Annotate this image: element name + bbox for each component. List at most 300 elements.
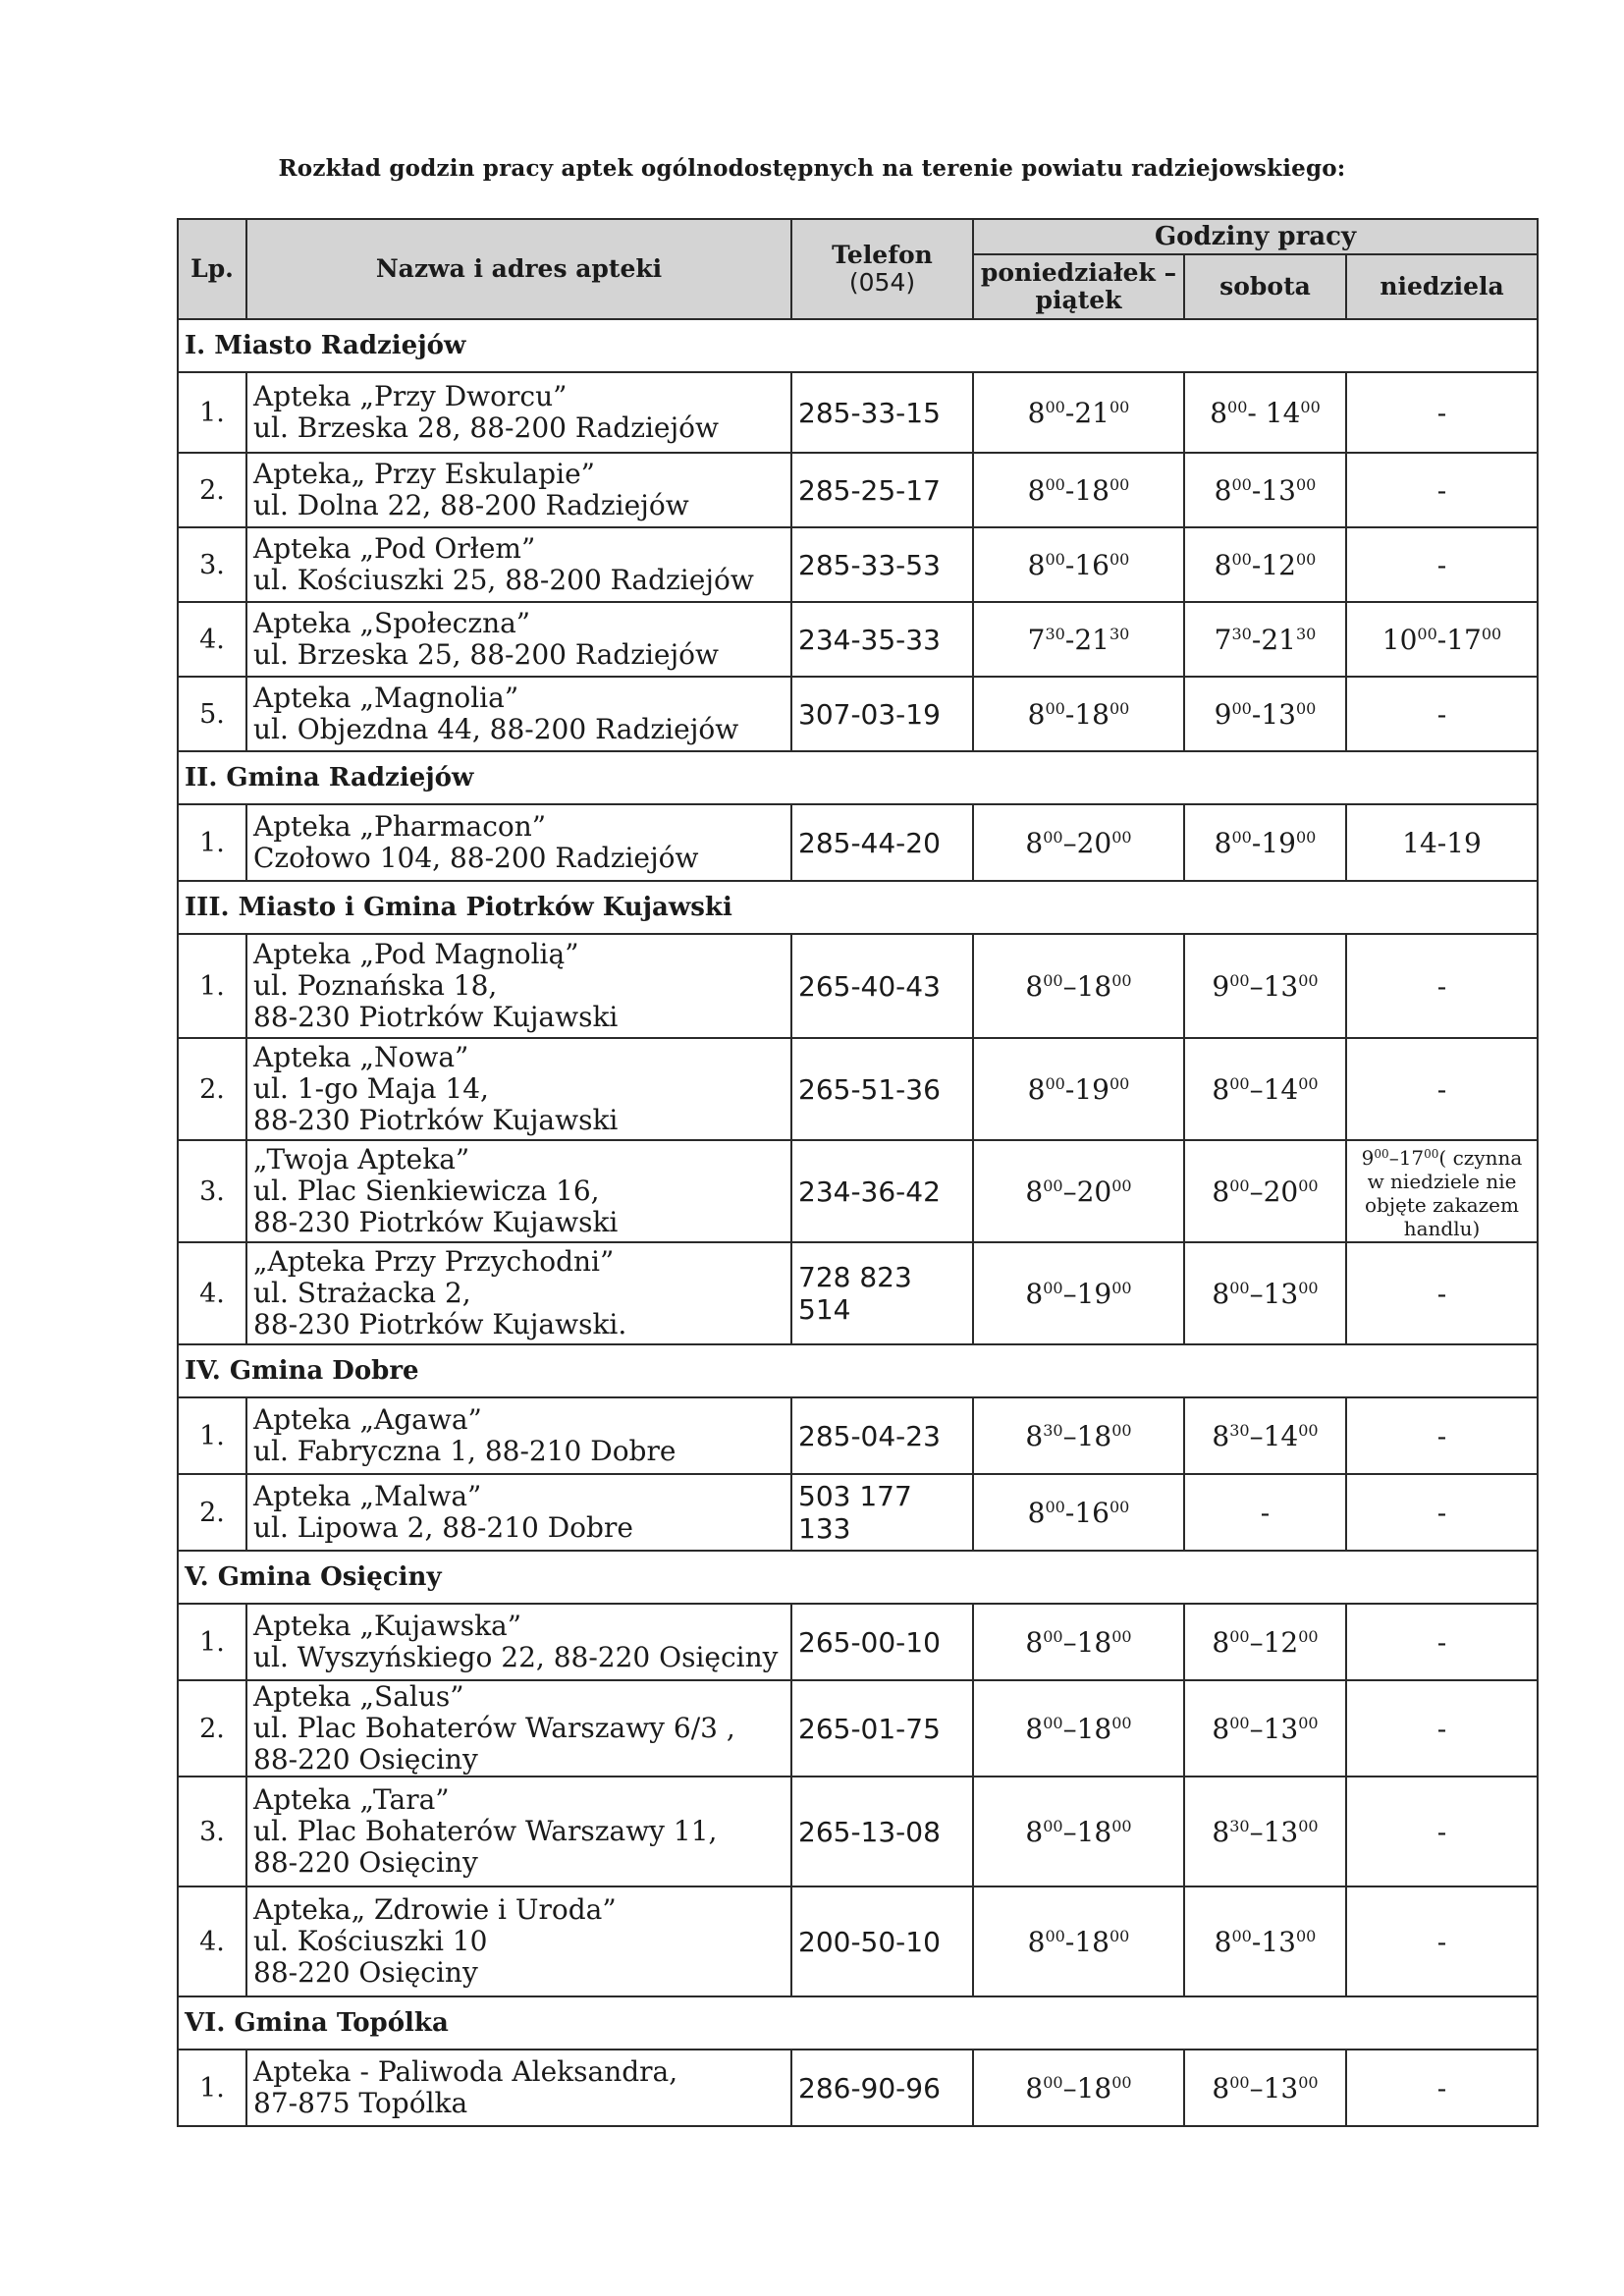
pharmacy-phone: 285-33-53 [791, 527, 973, 602]
pharmacy-name: Apteka „Społeczna” [253, 607, 531, 639]
hours-sunday-start-minutes: 00 [1417, 624, 1437, 643]
row-number: 4. [178, 1242, 246, 1344]
hours-saturday-start-minutes: 00 [1229, 1626, 1250, 1646]
hours-saturday [1184, 372, 1346, 453]
hours-saturday-end-minutes: 00 [1298, 2072, 1319, 2092]
hours-weekdays [973, 1140, 1184, 1242]
hours-weekdays-end-hour: -21 [1064, 623, 1110, 656]
hours-weekdays-start-minutes: 00 [1043, 970, 1063, 990]
pharmacy-name-address [246, 1038, 791, 1140]
pharmacy-address: ul. Kościuszki 10 [253, 1925, 488, 1957]
sunday-end-minutes: 00 [1424, 1147, 1439, 1161]
pharmacy-name-address [246, 1680, 791, 1777]
hours-saturday-end-minutes: 00 [1300, 397, 1321, 416]
hours-saturday-start-minutes: 00 [1229, 1278, 1250, 1297]
pharmacy-name: Apteka „Pharmacon” [253, 810, 547, 843]
hours-saturday-end-minutes: 00 [1298, 970, 1319, 990]
header-sunday: niedziela [1346, 254, 1538, 319]
hours-sunday: - [1346, 1242, 1538, 1344]
hours-saturday-start-minutes: 00 [1231, 1926, 1252, 1945]
header-phone [791, 219, 973, 319]
pharmacy-name: Apteka „Pod Magnolią” [253, 938, 579, 970]
hours-weekdays [973, 804, 1184, 881]
hours-weekdays [973, 453, 1184, 527]
hours-weekdays-end-hour: -18 [1064, 1925, 1110, 1958]
hours-weekdays [973, 1777, 1184, 1886]
pharmacy-name-address [246, 527, 791, 602]
pharmacy-address: ul. Wyszyńskiego 22, 88-220 Osięciny [253, 1641, 779, 1673]
hours-weekdays-start-minutes: 00 [1045, 474, 1065, 494]
hours-weekdays-start-minutes: 00 [1043, 1278, 1063, 1297]
hours-saturday-start-hour: 8 [1214, 826, 1232, 859]
hours-saturday-end-minutes: 00 [1295, 698, 1317, 718]
pharmacy-name: Apteka „Malwa” [253, 1480, 482, 1512]
hours-sunday: - [1346, 934, 1538, 1038]
hours-weekdays-start-hour: 8 [1027, 1925, 1046, 1958]
hours-saturday-start-minutes: 00 [1229, 970, 1250, 990]
hours-saturday-start-hour: 7 [1214, 623, 1232, 656]
hours-weekdays [973, 1604, 1184, 1680]
header-saturday: sobota [1184, 254, 1346, 319]
hours-weekdays-end-minutes: 00 [1109, 1497, 1130, 1516]
pharmacy-row [178, 527, 1538, 602]
pharmacy-phone: 285-44-20 [791, 804, 973, 881]
section-row [178, 751, 1538, 804]
hours-saturday-start-minutes: 00 [1231, 474, 1252, 494]
pharmacy-name-address [246, 1886, 791, 1996]
hours-weekdays-end-hour: –19 [1062, 1277, 1112, 1310]
hours-saturday-end-hour: -13 [1251, 1925, 1296, 1958]
hours-saturday-start-minutes: 00 [1229, 2072, 1250, 2092]
hours-saturday-end-hour: –13 [1249, 1277, 1299, 1310]
hours-weekdays-start-hour: 8 [1027, 1496, 1046, 1529]
row-number: 4. [178, 602, 246, 677]
hours-sunday: - [1346, 2050, 1538, 2126]
hours-weekdays-start-minutes: 00 [1045, 1926, 1065, 1945]
hours-saturday-start-minutes: 00 [1231, 549, 1252, 569]
hours-weekdays-end-hour: –18 [1062, 1419, 1112, 1452]
section-label: II. Gmina Radziejów [178, 751, 1538, 804]
hours-weekdays-end-hour: –18 [1062, 1625, 1112, 1659]
hours-sunday-end-hour: -17 [1436, 623, 1482, 656]
section-row [178, 1551, 1538, 1604]
row-number: 5. [178, 677, 246, 751]
hours-saturday-end-hour: –14 [1249, 1419, 1299, 1452]
section-row [178, 1996, 1538, 2050]
hours-saturday [1184, 1680, 1346, 1777]
hours-saturday [1184, 1397, 1346, 1474]
pharmacy-phone: 265-01-75 [791, 1680, 973, 1777]
document-title: Rozkład godzin pracy aptek ogólnodostępnych na terenie powiatu radziejowskiego: [278, 155, 1346, 182]
pharmacy-name: Apteka „Pod Orłem” [253, 532, 536, 565]
hours-weekdays-end-minutes: 00 [1111, 2072, 1132, 2092]
hours-weekdays [973, 934, 1184, 1038]
hours-weekdays-end-minutes: 00 [1109, 397, 1130, 416]
row-number: 1. [178, 804, 246, 881]
hours-weekdays-start-minutes: 00 [1043, 1816, 1063, 1835]
hours-weekdays-end-minutes: 00 [1109, 1073, 1130, 1093]
header-lp: Lp. [178, 219, 246, 319]
hours-saturday [1184, 677, 1346, 751]
hours-weekdays-start-hour: 8 [1025, 969, 1044, 1003]
pharmacy-name-address [246, 1397, 791, 1474]
pharmacy-address-line2: 88-220 Osięciny [253, 1743, 478, 1776]
hours-weekdays-start-hour: 8 [1025, 1175, 1044, 1208]
row-number: 3. [178, 1777, 246, 1886]
hours-weekdays-end-hour: –18 [1062, 969, 1112, 1003]
hours-weekdays-end-hour: –18 [1062, 1712, 1112, 1745]
hours-weekdays-start-hour: 7 [1027, 623, 1046, 656]
pharmacy-address-line2: 88-230 Piotrków Kujawski [253, 1104, 619, 1136]
section-label: IV. Gmina Dobre [178, 1344, 1538, 1397]
hours-weekdays-start-hour: 8 [1025, 1277, 1044, 1310]
hours-sunday: - [1346, 677, 1538, 751]
hours-saturday-start-minutes: 30 [1231, 624, 1252, 643]
hours-weekdays-start-minutes: 30 [1045, 624, 1065, 643]
hours-weekdays-end-hour: –18 [1062, 2071, 1112, 2105]
pharmacy-row [178, 1886, 1538, 1996]
hours-weekdays-end-minutes: 00 [1111, 1175, 1132, 1195]
hours-saturday-end-hour: -21 [1251, 623, 1296, 656]
hours-saturday-end-hour: -13 [1251, 473, 1296, 507]
hours-weekdays-start-hour: 8 [1027, 548, 1046, 581]
header-phone-code: (054) [848, 268, 916, 297]
pharmacy-schedule-table [177, 218, 1539, 2127]
pharmacy-row [178, 453, 1538, 527]
hours-saturday-start-hour: 8 [1212, 1072, 1230, 1106]
pharmacy-name: „Twoja Apteka” [253, 1143, 470, 1175]
pharmacy-address: ul. Poznańska 18, [253, 969, 498, 1002]
hours-saturday-start-minutes: 00 [1229, 1073, 1250, 1093]
hours-weekdays-start-minutes: 00 [1045, 1073, 1065, 1093]
pharmacy-phone: 265-13-08 [791, 1777, 973, 1886]
header-phone-title: Telefon [832, 241, 933, 269]
pharmacy-row [178, 1140, 1538, 1242]
pharmacy-name: Apteka „Agawa” [253, 1403, 482, 1436]
pharmacy-phone: 285-04-23 [791, 1397, 973, 1474]
sunday-note-text: ( czynna w niedziele nie objęte zakazem handlu) [1365, 1146, 1523, 1240]
pharmacy-row [178, 1777, 1538, 1886]
hours-weekdays-end-minutes: 00 [1109, 549, 1130, 569]
hours-sunday-start-hour: 10 [1381, 623, 1418, 656]
section-label: III. Miasto i Gmina Piotrków Kujawski [178, 881, 1538, 934]
hours-saturday-start-minutes: 00 [1231, 698, 1252, 718]
section-row [178, 881, 1538, 934]
pharmacy-address: ul. Plac Bohaterów Warszawy 11, [253, 1815, 718, 1847]
pharmacy-address-line2: 88-220 Osięciny [253, 1956, 478, 1989]
hours-weekdays [973, 372, 1184, 453]
hours-weekdays [973, 527, 1184, 602]
hours-saturday-start-hour: 9 [1214, 697, 1232, 731]
table-body [178, 319, 1538, 2126]
hours-sunday: - [1346, 1038, 1538, 1140]
hours-saturday [1184, 1140, 1346, 1242]
pharmacy-row [178, 1038, 1538, 1140]
pharmacy-row [178, 1474, 1538, 1551]
pharmacy-name: Apteka „Nowa” [253, 1041, 469, 1073]
hours-weekdays-end-minutes: 00 [1111, 1816, 1132, 1835]
hours-weekdays [973, 677, 1184, 751]
hours-saturday [1184, 602, 1346, 677]
hours-weekdays-start-minutes: 00 [1043, 1713, 1063, 1732]
pharmacy-name: Apteka - Paliwoda Aleksandra, [253, 2055, 678, 2088]
pharmacy-row [178, 1242, 1538, 1344]
pharmacy-phone: 307-03-19 [791, 677, 973, 751]
pharmacy-address: ul. Strażacka 2, [253, 1277, 471, 1309]
hours-sunday: - [1346, 527, 1538, 602]
sunday-end-hour: –17 [1388, 1146, 1425, 1170]
hours-saturday: - [1184, 1474, 1346, 1551]
hours-saturday-end-hour: –13 [1249, 1712, 1299, 1745]
hours-saturday-end-minutes: 00 [1295, 549, 1317, 569]
hours-weekdays-end-minutes: 00 [1109, 474, 1130, 494]
hours-saturday-end-minutes: 00 [1298, 1626, 1319, 1646]
hours-weekdays-start-minutes: 00 [1043, 1175, 1063, 1195]
hours-weekdays-end-minutes: 00 [1111, 827, 1132, 847]
pharmacy-row [178, 1680, 1538, 1777]
hours-weekdays [973, 2050, 1184, 2126]
hours-weekdays-start-hour: 8 [1025, 1815, 1044, 1848]
pharmacy-name: „Apteka Przy Przychodni” [253, 1245, 615, 1278]
hours-saturday-start-hour: 8 [1212, 2071, 1230, 2105]
hours-saturday-start-hour: 8 [1212, 1419, 1230, 1452]
hours-weekdays-end-hour: -18 [1064, 473, 1110, 507]
hours-weekdays-end-minutes: 00 [1111, 1626, 1132, 1646]
hours-weekdays [973, 602, 1184, 677]
hours-weekdays-end-hour: -16 [1064, 1496, 1110, 1529]
hours-weekdays [973, 1397, 1184, 1474]
hours-saturday-end-hour: -12 [1251, 548, 1296, 581]
hours-saturday-end-minutes: 00 [1295, 827, 1317, 847]
pharmacy-phone: 200-50-10 [791, 1886, 973, 1996]
pharmacy-phone: 265-00-10 [791, 1604, 973, 1680]
hours-weekdays-end-minutes: 00 [1111, 970, 1132, 990]
pharmacy-row [178, 602, 1538, 677]
pharmacy-phone: 265-40-43 [791, 934, 973, 1038]
hours-saturday-end-minutes: 00 [1298, 1175, 1319, 1195]
hours-saturday [1184, 1777, 1346, 1886]
row-number: 3. [178, 527, 246, 602]
hours-weekdays-start-minutes: 00 [1043, 2072, 1063, 2092]
hours-saturday-start-minutes: 00 [1227, 397, 1248, 416]
header-hours-group: Godziny pracy [973, 219, 1538, 254]
row-number: 1. [178, 1397, 246, 1474]
hours-sunday-end-minutes: 00 [1481, 624, 1502, 643]
row-number: 1. [178, 1604, 246, 1680]
row-number: 2. [178, 1474, 246, 1551]
hours-weekdays-start-minutes: 00 [1045, 549, 1065, 569]
pharmacy-name: Apteka „Magnolia” [253, 682, 519, 714]
hours-saturday-end-hour: - 14 [1247, 396, 1301, 429]
hours-saturday-end-minutes: 00 [1298, 1278, 1319, 1297]
hours-saturday-start-hour: 8 [1214, 1925, 1232, 1958]
hours-saturday-start-hour: 8 [1212, 1712, 1230, 1745]
hours-saturday-end-hour: -19 [1251, 826, 1296, 859]
pharmacy-name: Apteka „Salus” [253, 1680, 464, 1713]
hours-saturday-end-minutes: 00 [1298, 1816, 1319, 1835]
hours-sunday: - [1346, 1604, 1538, 1680]
hours-weekdays-end-minutes: 00 [1109, 698, 1130, 718]
pharmacy-address: 87-875 Topólka [253, 2087, 468, 2119]
hours-saturday-end-hour: –20 [1249, 1175, 1299, 1208]
hours-weekdays-start-hour: 8 [1027, 697, 1046, 731]
pharmacy-phone: 234-36-42 [791, 1140, 973, 1242]
pharmacy-address-line2: 88-230 Piotrków Kujawski [253, 1001, 619, 1033]
hours-sunday: - [1346, 372, 1538, 453]
hours-weekdays-start-hour: 8 [1027, 396, 1046, 429]
hours-saturday-start-hour: 8 [1212, 1625, 1230, 1659]
pharmacy-name: Apteka„ Zdrowie i Uroda” [253, 1893, 617, 1926]
section-row [178, 319, 1538, 372]
hours-weekdays-start-minutes: 00 [1043, 1626, 1063, 1646]
hours-saturday [1184, 453, 1346, 527]
hours-saturday-end-minutes: 00 [1295, 1926, 1317, 1945]
hours-weekdays-start-hour: 8 [1027, 1072, 1046, 1106]
hours-saturday [1184, 934, 1346, 1038]
pharmacy-address: ul. Lipowa 2, 88-210 Dobre [253, 1511, 633, 1544]
hours-weekdays-start-hour: 8 [1025, 1625, 1044, 1659]
row-number: 2. [178, 1038, 246, 1140]
pharmacy-address: ul. Brzeska 28, 88-200 Radziejów [253, 411, 719, 444]
hours-saturday [1184, 804, 1346, 881]
hours-weekdays-end-hour: -21 [1064, 396, 1110, 429]
hours-saturday-start-minutes: 30 [1229, 1816, 1250, 1835]
pharmacy-row [178, 804, 1538, 881]
hours-saturday [1184, 1242, 1346, 1344]
section-label: V. Gmina Osięciny [178, 1551, 1538, 1604]
pharmacy-row [178, 1397, 1538, 1474]
pharmacy-row [178, 934, 1538, 1038]
hours-weekdays-start-minutes: 00 [1045, 1497, 1065, 1516]
pharmacy-address: ul. Dolna 22, 88-200 Radziejów [253, 489, 689, 521]
pharmacy-name: Apteka „Tara” [253, 1783, 450, 1816]
header-weekdays: poniedziałek – piątek [973, 254, 1184, 319]
header-name: Nazwa i adres apteki [246, 219, 791, 319]
hours-weekdays-start-hour: 8 [1025, 826, 1044, 859]
pharmacy-address-line2: 88-220 Osięciny [253, 1846, 478, 1879]
row-number: 4. [178, 1886, 246, 1996]
hours-sunday: 14-19 [1346, 804, 1538, 881]
section-label: VI. Gmina Topólka [178, 1996, 1538, 2050]
hours-weekdays-end-hour: -16 [1064, 548, 1110, 581]
hours-sunday: - [1346, 1474, 1538, 1551]
pharmacy-phone: 265-51-36 [791, 1038, 973, 1140]
pharmacy-name-address [246, 804, 791, 881]
hours-saturday-end-minutes: 00 [1295, 474, 1317, 494]
hours-weekdays-end-hour: –18 [1062, 1815, 1112, 1848]
hours-saturday-start-minutes: 00 [1229, 1713, 1250, 1732]
pharmacy-address-line2: 88-230 Piotrków Kujawski [253, 1206, 619, 1238]
pharmacy-address: ul. Plac Sienkiewicza 16, [253, 1175, 600, 1207]
pharmacy-row [178, 2050, 1538, 2126]
pharmacy-phone: 285-25-17 [791, 453, 973, 527]
hours-weekdays-start-minutes: 00 [1045, 397, 1065, 416]
pharmacy-name-address [246, 453, 791, 527]
hours-weekdays-end-minutes: 00 [1111, 1278, 1132, 1297]
hours-saturday-end-hour: –13 [1249, 1815, 1299, 1848]
hours-weekdays-start-hour: 8 [1025, 2071, 1044, 2105]
hours-saturday-start-hour: 8 [1212, 1175, 1230, 1208]
pharmacy-phone: 286-90-96 [791, 2050, 973, 2126]
hours-saturday-end-hour: –13 [1249, 969, 1299, 1003]
hours-saturday [1184, 2050, 1346, 2126]
row-number: 1. [178, 934, 246, 1038]
sunday-start-minutes: 00 [1374, 1147, 1389, 1161]
hours-weekdays [973, 1038, 1184, 1140]
hours-saturday-start-minutes: 30 [1229, 1420, 1250, 1440]
pharmacy-row [178, 372, 1538, 453]
section-row [178, 1344, 1538, 1397]
row-number: 3. [178, 1140, 246, 1242]
pharmacy-name-address [246, 1777, 791, 1886]
hours-saturday-end-hour: –13 [1249, 2071, 1299, 2105]
hours-saturday-end-hour: –12 [1249, 1625, 1299, 1659]
hours-saturday-start-minutes: 00 [1231, 827, 1252, 847]
row-number: 1. [178, 2050, 246, 2126]
hours-saturday [1184, 527, 1346, 602]
pharmacy-name-address [246, 1604, 791, 1680]
row-number: 2. [178, 453, 246, 527]
hours-weekdays-end-hour: –20 [1062, 826, 1112, 859]
pharmacy-row [178, 677, 1538, 751]
pharmacy-address: ul. Kościuszki 25, 88-200 Radziejów [253, 564, 754, 596]
hours-weekdays-end-minutes: 00 [1109, 1926, 1130, 1945]
hours-saturday-end-minutes: 00 [1298, 1420, 1319, 1440]
hours-weekdays-start-minutes: 00 [1043, 827, 1063, 847]
pharmacy-address-line2: 88-230 Piotrków Kujawski. [253, 1308, 627, 1340]
hours-weekdays-start-hour: 8 [1025, 1419, 1044, 1452]
pharmacy-name: Apteka „Przy Dworcu” [253, 380, 568, 412]
pharmacy-phone: 285-33-15 [791, 372, 973, 453]
pharmacy-phone: 234-35-33 [791, 602, 973, 677]
pharmacy-address: ul. Plac Bohaterów Warszawy 6/3 , [253, 1712, 735, 1744]
hours-saturday-end-hour: –14 [1249, 1072, 1299, 1106]
pharmacy-address: ul. Fabryczna 1, 88-210 Dobre [253, 1435, 677, 1467]
pharmacy-name-address [246, 1140, 791, 1242]
pharmacy-address: Czołowo 104, 88-200 Radziejów [253, 842, 699, 874]
pharmacy-name: Apteka „Kujawska” [253, 1610, 522, 1642]
hours-saturday-start-hour: 9 [1212, 969, 1230, 1003]
hours-saturday [1184, 1886, 1346, 1996]
hours-weekdays-end-minutes: 00 [1111, 1713, 1132, 1732]
pharmacy-phone: 503 177 133 [791, 1474, 973, 1551]
hours-saturday-start-hour: 8 [1214, 548, 1232, 581]
pharmacy-name-address [246, 934, 791, 1038]
hours-saturday [1184, 1604, 1346, 1680]
hours-weekdays-end-minutes: 30 [1109, 624, 1130, 643]
hours-sunday [1346, 602, 1538, 677]
pharmacy-row [178, 1604, 1538, 1680]
hours-weekdays-start-hour: 8 [1025, 1712, 1044, 1745]
hours-saturday-start-hour: 8 [1214, 473, 1232, 507]
hours-weekdays [973, 1242, 1184, 1344]
hours-saturday-end-minutes: 30 [1295, 624, 1317, 643]
hours-saturday-start-minutes: 00 [1229, 1175, 1250, 1195]
hours-weekdays-end-hour: -18 [1064, 697, 1110, 731]
hours-weekdays-end-minutes: 00 [1111, 1420, 1132, 1440]
hours-saturday-start-hour: 8 [1212, 1277, 1230, 1310]
pharmacy-address: ul. Objezdna 44, 88-200 Radziejów [253, 713, 739, 745]
section-label: I. Miasto Radziejów [178, 319, 1538, 372]
pharmacy-name-address [246, 372, 791, 453]
hours-sunday: - [1346, 1886, 1538, 1996]
hours-sunday: - [1346, 1397, 1538, 1474]
pharmacy-name-address [246, 677, 791, 751]
pharmacy-name-address [246, 1242, 791, 1344]
row-number: 1. [178, 372, 246, 453]
hours-sunday: - [1346, 453, 1538, 527]
hours-weekdays [973, 1474, 1184, 1551]
